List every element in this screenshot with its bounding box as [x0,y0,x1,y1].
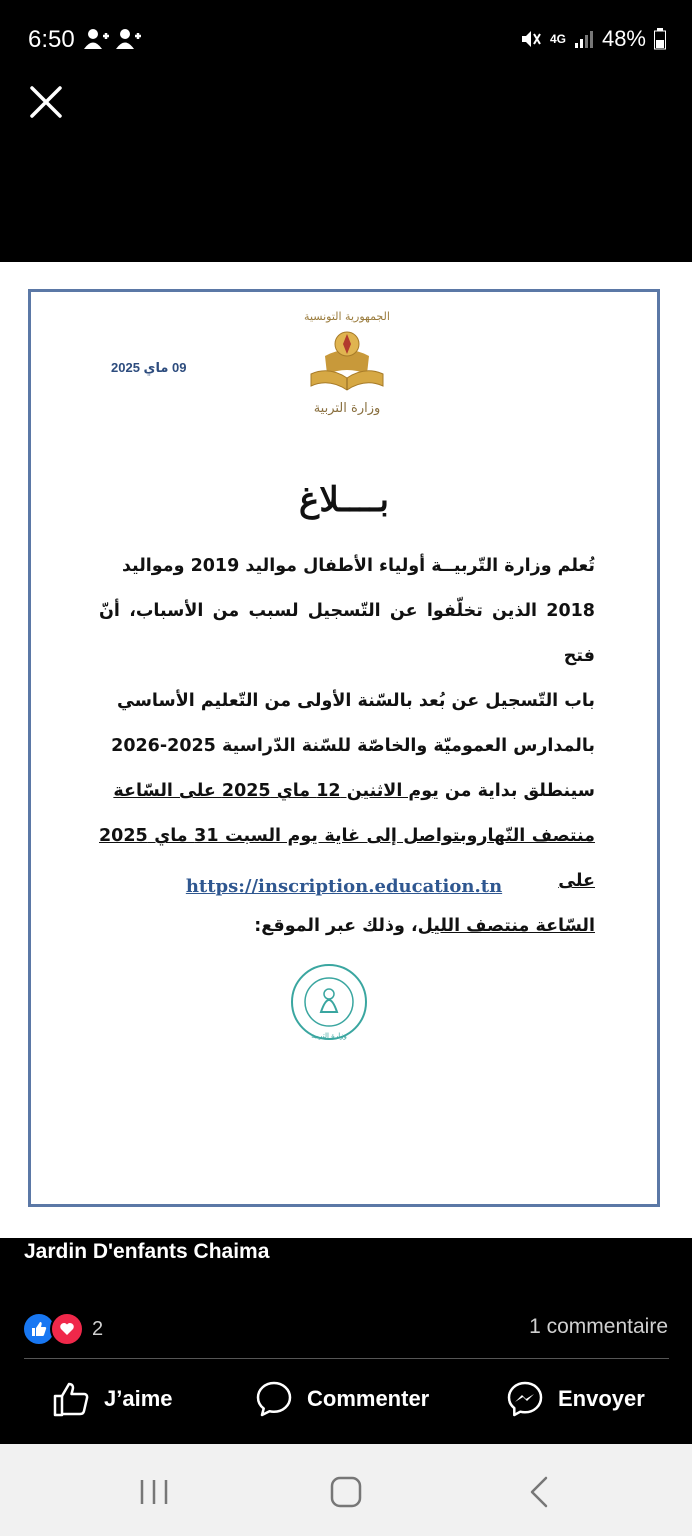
send-label: Envoyer [558,1386,645,1411]
reactions-summary[interactable] [22,1312,103,1346]
notice-line: باب التّسجيل عن بُعد بالسّنة الأولى من التّعليم الأساسي [117,691,595,711]
comment-count[interactable]: 1 commentaire [529,1315,668,1338]
notice-title: بــــلاغ [299,480,389,520]
status-bar [0,0,692,80]
add-person-icon [84,27,110,51]
reaction-count: 2 [92,1317,104,1340]
notice-line: منتصف النّهاروبتواصل إلى غاية يوم السبت 31 ماي 2025 على [99,826,595,891]
like-label: J’aime [104,1386,173,1411]
notice-date: 09 ماي 2025 [111,360,187,375]
notice-line: 2018 الذين تخلّفوا عن التّسجيل لسبب من الأسباب، أنّ فتح [99,601,595,666]
notice-text: ، وذلك عبر الموقع: [254,916,418,936]
like-button[interactable] [52,1380,173,1418]
love-reaction-icon [50,1312,84,1346]
notice-underlined-text: السّاعة منتصف الليل [417,916,595,936]
comment-label: Commenter [307,1386,430,1411]
close-icon[interactable] [28,84,64,120]
signal-icon [574,29,594,49]
comment-button[interactable] [255,1380,429,1418]
messenger-icon [506,1380,544,1418]
notice-line: تُعلم وزارة التّربيــة أولياء الأطفال مواليد 2019 ومواليد [121,556,595,576]
battery-icon [654,28,666,50]
divider [24,1358,669,1359]
notice-document [28,289,660,1207]
system-status [520,26,666,52]
home-icon[interactable] [326,1472,366,1512]
notice-underlined-text: يوم الاثنين 12 ماي 2025 على السّاعة [113,781,439,801]
post-image[interactable] [0,262,692,1238]
add-person-icon [116,27,142,51]
notice-line [99,769,595,814]
network-type: 4G [549,31,566,46]
ministry-name: وزارة التربية [313,401,381,416]
ministry-emblem [299,304,395,422]
registration-link[interactable]: https://inscription.education.tn [185,876,503,897]
battery-percent: 48% [601,26,646,51]
seal-text: وزارة التربية [311,1032,347,1040]
send-button[interactable] [506,1380,645,1418]
back-icon[interactable] [520,1472,560,1512]
page-name[interactable]: Jardin D'enfants Chaima [24,1240,270,1263]
thumbs-up-icon [52,1380,90,1418]
ministry-seal [289,962,369,1042]
notice-line [99,904,595,949]
status-time: 6:50 [28,26,75,53]
mute-icon [520,28,542,50]
notification-icons [84,27,142,51]
recent-apps-icon[interactable] [134,1472,174,1512]
comment-icon [255,1380,293,1418]
notice-line: بالمدارس العموميّة والخاصّة للسّنة الدّراسية 2025-2026 [111,736,595,756]
notice-text: سينطلق بداية من [438,781,595,801]
ministry-header: الجمهورية التونسية [304,310,390,323]
navigation-bar [0,1444,692,1536]
